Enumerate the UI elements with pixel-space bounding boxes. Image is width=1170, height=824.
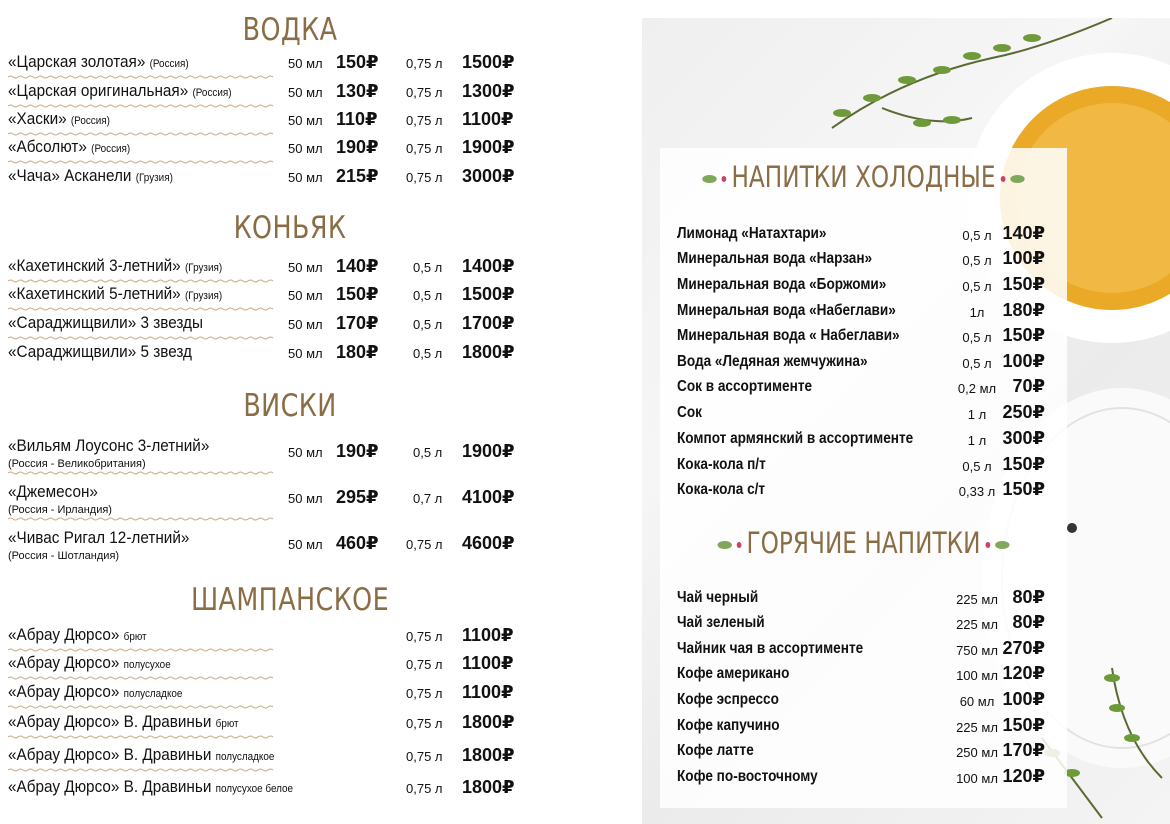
list-item: Кока-кола с/т 0,33 л 150₽ [677,479,1045,499]
menu-row: «Абрау Дюрсо» полусухое 0,75 л 1100₽ [8,649,588,677]
menu-row: «Абсолют» (Россия) 50 мл 190₽ 0,75 л 1900₽ [8,133,588,161]
list-item: Компот армянский в ассортименте 1 л 300₽ [677,428,1045,448]
leaf-icon [1010,175,1024,183]
section-title-cold-drinks: НАПИТКИ ХОЛОДНЫЕ [701,160,1027,194]
list-item: Минеральная вода «Боржоми» 0,5 л 150₽ [677,274,1045,294]
menu-row: «Хаски» (Россия) 50 мл 110₽ 0,75 л 1100₽ [8,105,588,133]
list-item: Сок в ассортименте 0,2 мл 70₽ [677,376,1045,396]
menu-row: «Чача» Асканели (Грузия) 50 мл 215₽ 0,75 л 3000₽ [8,166,515,186]
list-item: Кофе капучино 225 мл 150₽ [677,715,1045,735]
section-title-vodka: ВОДКА [242,12,338,48]
list-item: Кофе эспрессо 60 мл 100₽ [677,689,1045,709]
menu-row: «Джемесон» (Россия - Ирландия) 50 мл 295₽ 0,7 л 4100₽ [8,478,588,518]
section-title-champagne: ШАМПАНСКОЕ [190,582,390,618]
list-item: Сок 1 л 250₽ [677,402,1045,422]
section-title-cognac: КОНЬЯК [233,210,347,246]
list-item: Лимонад «Натахтари» 0,5 л 140₽ [677,223,1045,243]
menu-row: «Царская золотая» (Россия) 50 мл 150₽ 0,75 л 1500₽ [8,48,588,76]
menu-row: «Вильям Лоусонс 3-летний» (Россия - Великобритания) 50 мл 190₽ 0,5 л 1900₽ [8,432,588,472]
menu-row: «Кахетинский 3-летний» (Грузия) 50 мл 140₽ 0,5 л 1400₽ [8,252,588,280]
menu-row: «Сараджищвили» 3 звезды 50 мл 170₽ 0,5 л 1700₽ [8,309,588,337]
list-item: Вода «Ледяная жемчужина» 0,5 л 100₽ [677,351,1045,371]
menu-row: «Абрау Дюрсо» В. Дравиньи полусухое белое 0,75 л 1800₽ [8,777,515,797]
section-title-hot-drinks: ГОРЯЧИЕ НАПИТКИ [701,526,1027,560]
dot-icon [1000,176,1005,182]
list-item: Чай зеленый 225 мл 80₽ [677,612,1045,632]
menu-row: «Абрау Дюрсо» брют 0,75 л 1100₽ [8,621,588,649]
menu-row: «Абрау Дюрсо» В. Дравиньи полусладкое 0,75 л 1800₽ [8,741,588,769]
wavy-divider [8,735,273,739]
section-title-whisky: ВИСКИ [243,388,337,424]
dot-icon [737,542,742,548]
menu-row: «Сараджищвили» 5 звезд 50 мл 180₽ 0,5 л 1800₽ [8,342,515,362]
list-item: Минеральная вода « Набеглави» 0,5 л 150₽ [677,325,1045,345]
list-item: Кофе по-восточному 100 мл 120₽ [677,766,1045,786]
wavy-divider [8,768,273,772]
wavy-divider [8,471,273,475]
list-item: Кофе латте 250 мл 170₽ [677,740,1045,760]
leaf-icon [995,541,1009,549]
list-item: Кока-кола п/т 0,5 л 150₽ [677,454,1045,474]
list-item: Минеральная вода «Нарзан» 0,5 л 100₽ [677,248,1045,268]
list-item: Чайник чая в ассортименте 750 мл 270₽ [677,638,1045,658]
menu-row: «Кахетинский 5-летний» (Грузия) 50 мл 150₽ 0,5 л 1500₽ [8,280,588,308]
list-item: Минеральная вода «Набеглави» 1л 180₽ [677,300,1045,320]
menu-row: «Абрау Дюрсо» В. Дравиньи брют 0,75 л 1800₽ [8,708,588,736]
list-item: Кофе американо 100 мл 120₽ [677,663,1045,683]
leaf-icon [703,175,717,183]
list-item: Чай черный 225 мл 80₽ [677,587,1045,607]
wavy-divider [8,517,273,521]
menu-row: «Абрау Дюрсо» полусладкое 0,75 л 1100₽ [8,678,588,706]
menu-row: «Царская оригинальная» (Россия) 50 мл 130₽ 0,75 л 1300₽ [8,77,588,105]
menu-row: «Чивас Ригал 12-летний» (Россия - Шотландия) 50 мл 460₽ 0,75 л 4600₽ [8,528,515,562]
leaf-icon [718,541,732,549]
dot-icon [985,542,990,548]
drinks-panel [660,148,1067,808]
dot-icon [722,176,727,182]
